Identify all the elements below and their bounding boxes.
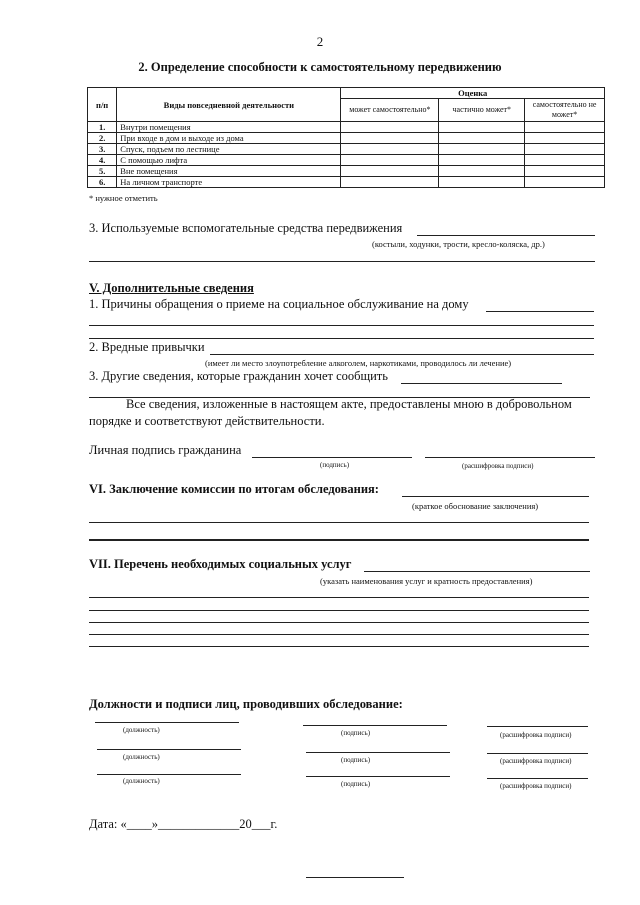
conclusion-field[interactable] [402,496,589,497]
officials-title: Должности и подписи лиц, проводивших обследование: [89,697,403,711]
cell-can[interactable] [341,155,439,166]
signature-field-2[interactable] [306,752,450,753]
services-line4[interactable] [89,622,589,623]
services-line3[interactable] [89,610,589,611]
row-num: 6. [88,177,117,188]
section2-title: 2. Определение способности к самостоятельному передвижению [138,60,502,74]
cell-partial[interactable] [439,133,525,144]
page-number: 2 [316,34,324,49]
other-info-label: 3. Другие сведения, которые гражданин хочет сообщить [89,369,388,383]
section7-title: VII. Перечень необходимых социальных услуг [89,557,352,571]
row-label: При входе в дом и выходе из дома [117,133,341,144]
cell-can[interactable] [341,177,439,188]
habits-label: 2. Вредные привычки [89,340,205,354]
cell-cannot[interactable] [525,166,605,177]
reasons-line2[interactable] [89,325,594,326]
header-num: п/п [88,88,117,122]
row-label: Внутри помещения [117,122,341,133]
position-hint-3: (должность) [123,777,160,785]
citizen-signature-label: Личная подпись гражданина [89,443,242,457]
cell-partial[interactable] [439,166,525,177]
cell-cannot[interactable] [525,133,605,144]
cell-cannot[interactable] [525,155,605,166]
services-line6[interactable] [89,646,589,647]
conclusion-line2[interactable] [89,522,589,523]
cell-cannot[interactable] [525,144,605,155]
decode-hint-1: (расшифровка подписи) [500,731,572,739]
row-num: 4. [88,155,117,166]
table-row [88,166,605,177]
aids-label: 3. Используемые вспомогательные средства передвижения [89,221,403,235]
header-partial: частично может* [439,99,525,122]
services-line2[interactable] [89,597,589,598]
mobility-table [87,87,605,188]
header-can: может самостоятельно* [341,99,439,122]
cell-cannot[interactable] [525,122,605,133]
decode-hint-2: (расшифровка подписи) [500,757,572,765]
date-field[interactable]: Дата: «____»_____________20___г. [89,817,278,831]
reasons-label: 1. Причины обращения о приеме на социальное обслуживание на дому [89,297,469,311]
reasons-field[interactable] [486,311,594,312]
header-cannot: самостоятельно не может* [525,99,605,122]
row-num: 1. [88,122,117,133]
row-label: На личном транспорте [117,177,341,188]
header-rating: Оценка [341,88,605,99]
aids-field-line2[interactable] [89,261,595,262]
citizen-signature-field[interactable] [252,457,412,458]
signature-decode-hint: (расшифровка подписи) [462,462,534,470]
position-field-2[interactable] [97,749,241,750]
reasons-line3[interactable] [89,338,594,339]
row-label: Вне помещения [117,166,341,177]
habits-hint: (имеет ли место злоупотребление алкоголем, наркотиками, проводилось ли лечение) [205,358,512,368]
cell-cannot[interactable] [525,177,605,188]
row-num: 3. [88,144,117,155]
signature-hint-3: (подпись) [341,780,371,788]
other-info-field[interactable] [401,383,562,384]
signature-hint-1: (подпись) [341,729,371,737]
aids-field[interactable] [417,235,595,236]
signature-field-1[interactable] [303,725,447,726]
conclusion-hint: (краткое обоснование заключения) [412,501,539,511]
table-row [88,144,605,155]
position-hint-2: (должность) [123,753,160,761]
section6-title: VI. Заключение комиссии по итогам обследования: [89,482,379,496]
footer-divider [306,877,404,878]
statement-text: Все сведения, изложенные в настоящем акте, предоставлены мною в добровольном порядке и соответствуют действительности. [89,397,572,428]
cell-can[interactable] [341,133,439,144]
aids-hint: (костыли, ходунки, трости, кресло-коляска, др.) [372,239,545,249]
signature-hint: (подпись) [320,461,350,469]
row-num: 2. [88,133,117,144]
decode-field-3[interactable] [487,778,588,779]
table-row [88,177,605,188]
cell-can[interactable] [341,122,439,133]
position-field-3[interactable] [97,774,241,775]
signature-field-3[interactable] [306,776,450,777]
cell-can[interactable] [341,144,439,155]
row-label: Спуск, подъем по лестнице [117,144,341,155]
header-activity: Виды повседневной деятельности [117,88,341,122]
decode-field-2[interactable] [487,753,588,754]
citizen-signature-decode-field[interactable] [425,457,595,458]
conclusion-line3[interactable] [89,539,589,541]
position-hint-1: (должность) [123,726,160,734]
decode-field-1[interactable] [487,726,588,727]
table-row [88,155,605,166]
row-num: 5. [88,166,117,177]
services-hint: (указать наименования услуг и кратность предоставления) [320,576,533,586]
decode-hint-3: (расшифровка подписи) [500,782,572,790]
table-row [88,133,605,144]
footnote: * нужное отметить [89,193,158,203]
row-label: С помощью лифта [117,155,341,166]
habits-field[interactable] [210,354,594,355]
services-field[interactable] [364,571,590,572]
position-field-1[interactable] [95,722,239,723]
services-line5[interactable] [89,634,589,635]
cell-partial[interactable] [439,144,525,155]
section5-title: V. Дополнительные сведения [89,281,254,295]
signature-hint-2: (подпись) [341,756,371,764]
cell-partial[interactable] [439,122,525,133]
cell-partial[interactable] [439,177,525,188]
table-row [88,122,605,133]
cell-can[interactable] [341,166,439,177]
cell-partial[interactable] [439,155,525,166]
